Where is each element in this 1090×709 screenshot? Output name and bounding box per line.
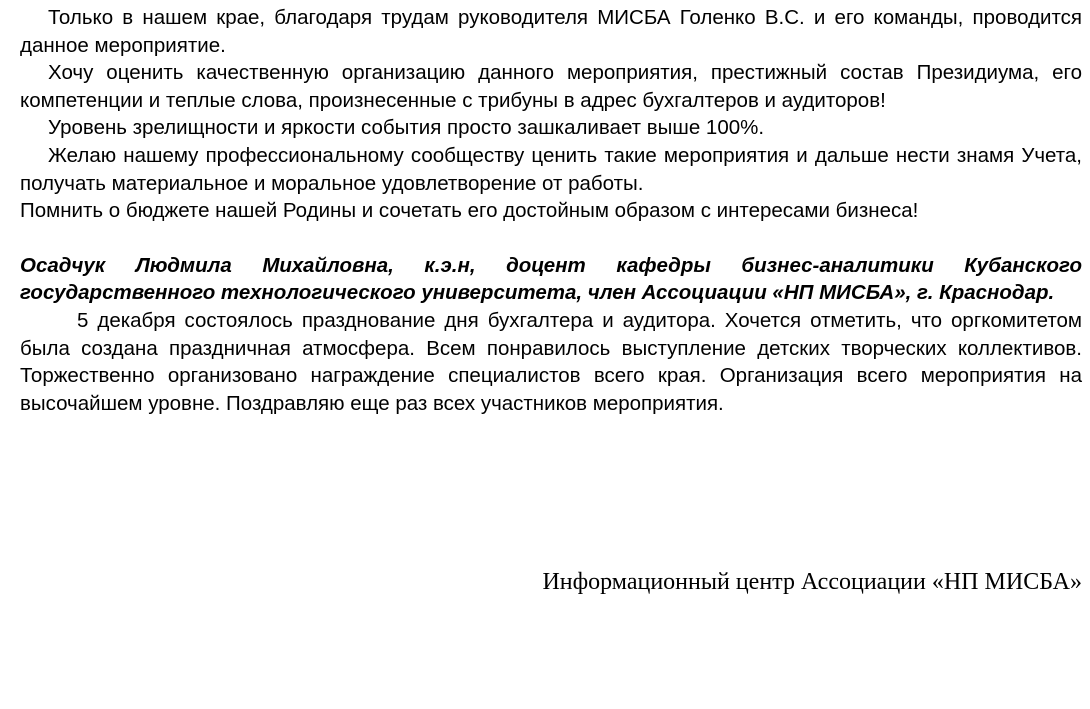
paragraph-wishes: Желаю нашему профессиональному сообществу ценить такие мероприятия и дальше нести знамя Учета, получать материальное и моральное удовлетворение от работы. [20,143,1082,195]
paragraph-event-brightness: Уровень зрелищности и яркости события просто зашкаливает выше 100%. [48,116,765,140]
paragraph-organization-praise: Хочу оценить качественную организацию данного мероприятия, престижный состав Президиума, его компетенции и теплые слова, произнесенные с трибуны в адрес бухгалтеров и аудиторов! [20,61,1082,112]
paragraph-budget: Помнить о бюджете нашей Родины и сочетать его достойным образом с интересами бизнеса! [20,199,919,223]
document-body [20,4,1082,417]
paragraph-region-thanks: Только в нашем крае, благодаря трудам руководителя МИСБА Голенко В.С. и его команды, проводится данное мероприятие. [20,6,1082,57]
paragraph-review: 5 декабря состоялось празднование дня бухгалтера и аудитора. Хочется отметить, что оргкомитетом была создана праздничная атмосфера. Всем понравилось выступление детских творческих коллективов. Торжественно организовано награждение специалистов всего края. Организация всего мероприятия на высочайшем уровне. Поздравляю еще раз всех участников мероприятия. [20,308,1082,415]
spacer [20,225,1082,252]
author-heading: Осадчук Людмила Михайловна, к.э.н, доцент кафедры бизнес-аналитики Кубанского государственного технологического университета, член Ассоциации «НП МИСБА», г. Краснодар. [20,253,1082,305]
signature: Информационный центр Ассоциации «НП МИСБА» [542,569,1082,595]
